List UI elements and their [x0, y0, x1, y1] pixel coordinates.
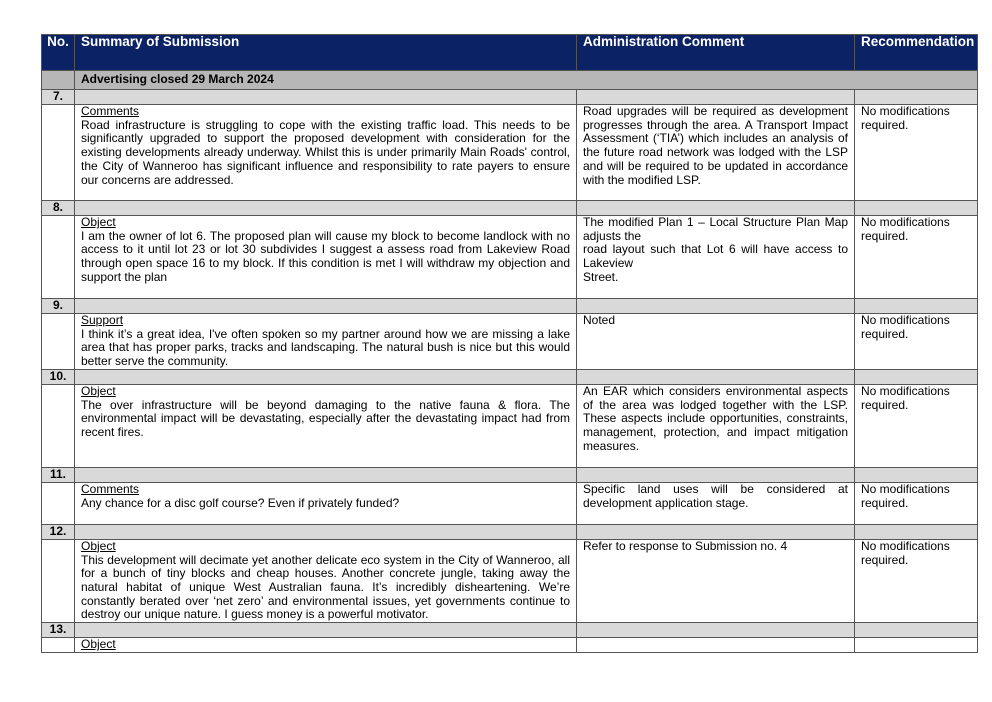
submission-type: Object — [81, 215, 116, 229]
submission-number: 11. — [42, 467, 75, 482]
submission-summary — [75, 105, 577, 201]
submission-number: 7. — [42, 90, 75, 105]
submission-number-row — [42, 201, 978, 216]
submission-number-row — [42, 369, 978, 384]
admin-comment: The modified Plan 1 – Local Structure Plan Map adjusts the road layout such that Lot 6 will have access to Lakeview Street. — [577, 216, 855, 299]
recommendation: No modifications required. — [855, 539, 978, 622]
recommendation: No modifications required. — [855, 482, 978, 524]
submission-row — [42, 314, 978, 370]
submission-number: 10. — [42, 369, 75, 384]
submission-type: Object — [81, 637, 116, 652]
submission-summary — [75, 638, 577, 653]
submission-number-row — [42, 299, 978, 314]
admin-comment: Specific land uses will be considered at development application stage. — [577, 482, 855, 524]
advertising-row — [42, 71, 978, 90]
advertising-note: Advertising closed 29 March 2024 — [75, 71, 978, 90]
submission-text: The over infrastructure will be beyond damaging to the native fauna & flora. The environmental impact will be devastating, especially after the devastating impact had from recent fires. — [81, 397, 570, 439]
submission-text: This development will decimate yet another delicate eco system in the City of Wanneroo, all for a bunch of tiny blocks and cheap houses. Another concrete jungle, taking away the natural habitat of unique West Australian fauna. It’s incredibly disheartening. We’re constantly berated over ‘net zero’ and environmental issues, yet governments continue to destroy our unique nature. I guess money is a powerful motivator. — [81, 552, 570, 622]
header-admin-comment: Administration Comment — [577, 35, 855, 71]
submission-type: Object — [81, 383, 116, 398]
submission-summary — [75, 384, 577, 467]
submission-number-row — [42, 90, 978, 105]
submission-row — [42, 384, 978, 467]
recommendation: No modifications required. — [855, 314, 978, 370]
header-no: No. — [42, 35, 75, 71]
submission-number-row — [42, 623, 978, 638]
recommendation: No modifications required. — [855, 216, 978, 299]
submissions-table — [41, 34, 978, 653]
submission-text: Any chance for a disc golf course? Even if privately funded? — [81, 495, 400, 510]
submission-type: Support — [81, 313, 124, 327]
submission-summary — [75, 216, 577, 299]
recommendation: No modifications required. — [855, 105, 978, 201]
submission-summary — [75, 482, 577, 524]
submission-number-row — [42, 467, 978, 482]
submission-number-row — [42, 524, 978, 539]
admin-comment: An EAR which considers environmental aspects of the area was lodged together with the LSP. These aspects include opportunities, constraints, management, protection, and impact mitigation measures. — [577, 384, 855, 467]
submission-type: Comments — [81, 104, 140, 118]
submission-number: 12. — [42, 524, 75, 539]
admin-comment: Road upgrades will be required as development progresses through the area. A Transport Impact Assessment (‘TIA’) which includes an analysis of the future road network was lodged with the LSP and will be required to be updated in accordance with the modified LSP. — [577, 105, 855, 201]
submission-type: Object — [81, 538, 116, 553]
submission-type: Comments — [81, 481, 140, 496]
submission-number: 8. — [42, 201, 75, 216]
header-recommendation: Recommendation — [855, 35, 978, 71]
submission-row — [42, 638, 978, 653]
submission-text: I am the owner of lot 6. The proposed plan will cause my block to become landlock with no access to it until lot 23 or lot 30 subdivides I suggest a assess road from Lakeview Road through open space 16 to my block. If this condition is met I will withdraw my objection and support the plan — [81, 228, 570, 284]
submission-number: 9. — [42, 299, 75, 314]
recommendation — [855, 638, 978, 653]
submission-summary — [75, 314, 577, 370]
submission-row — [42, 105, 978, 201]
submission-row — [42, 216, 978, 299]
header-summary: Summary of Submission — [75, 35, 577, 71]
admin-comment — [577, 638, 855, 653]
admin-comment: Noted — [577, 314, 855, 370]
submission-row — [42, 539, 978, 622]
submission-text: Road infrastructure is struggling to cope with the existing traffic load. This needs to be significantly upgraded to support the proposed development with consideration for the existing developments already underway. Whilst this is under primarily Main Roads' control, the City of Wanneroo has significant influence and responsibility to rate payers to ensure our concerns are addressed. — [81, 117, 570, 187]
submission-number: 13. — [42, 623, 75, 638]
table-header-row — [42, 35, 978, 71]
submission-row — [42, 482, 978, 524]
recommendation: No modifications required. — [855, 384, 978, 467]
admin-comment: Refer to response to Submission no. 4 — [577, 539, 855, 622]
submission-text: I think it’s a great idea, I've often spoken so my partner around how we are missing a lake area that has proper parks, tracks and landscaping. The natural bush is nice but this would better serve the community. — [81, 326, 570, 369]
submission-summary — [75, 539, 577, 622]
